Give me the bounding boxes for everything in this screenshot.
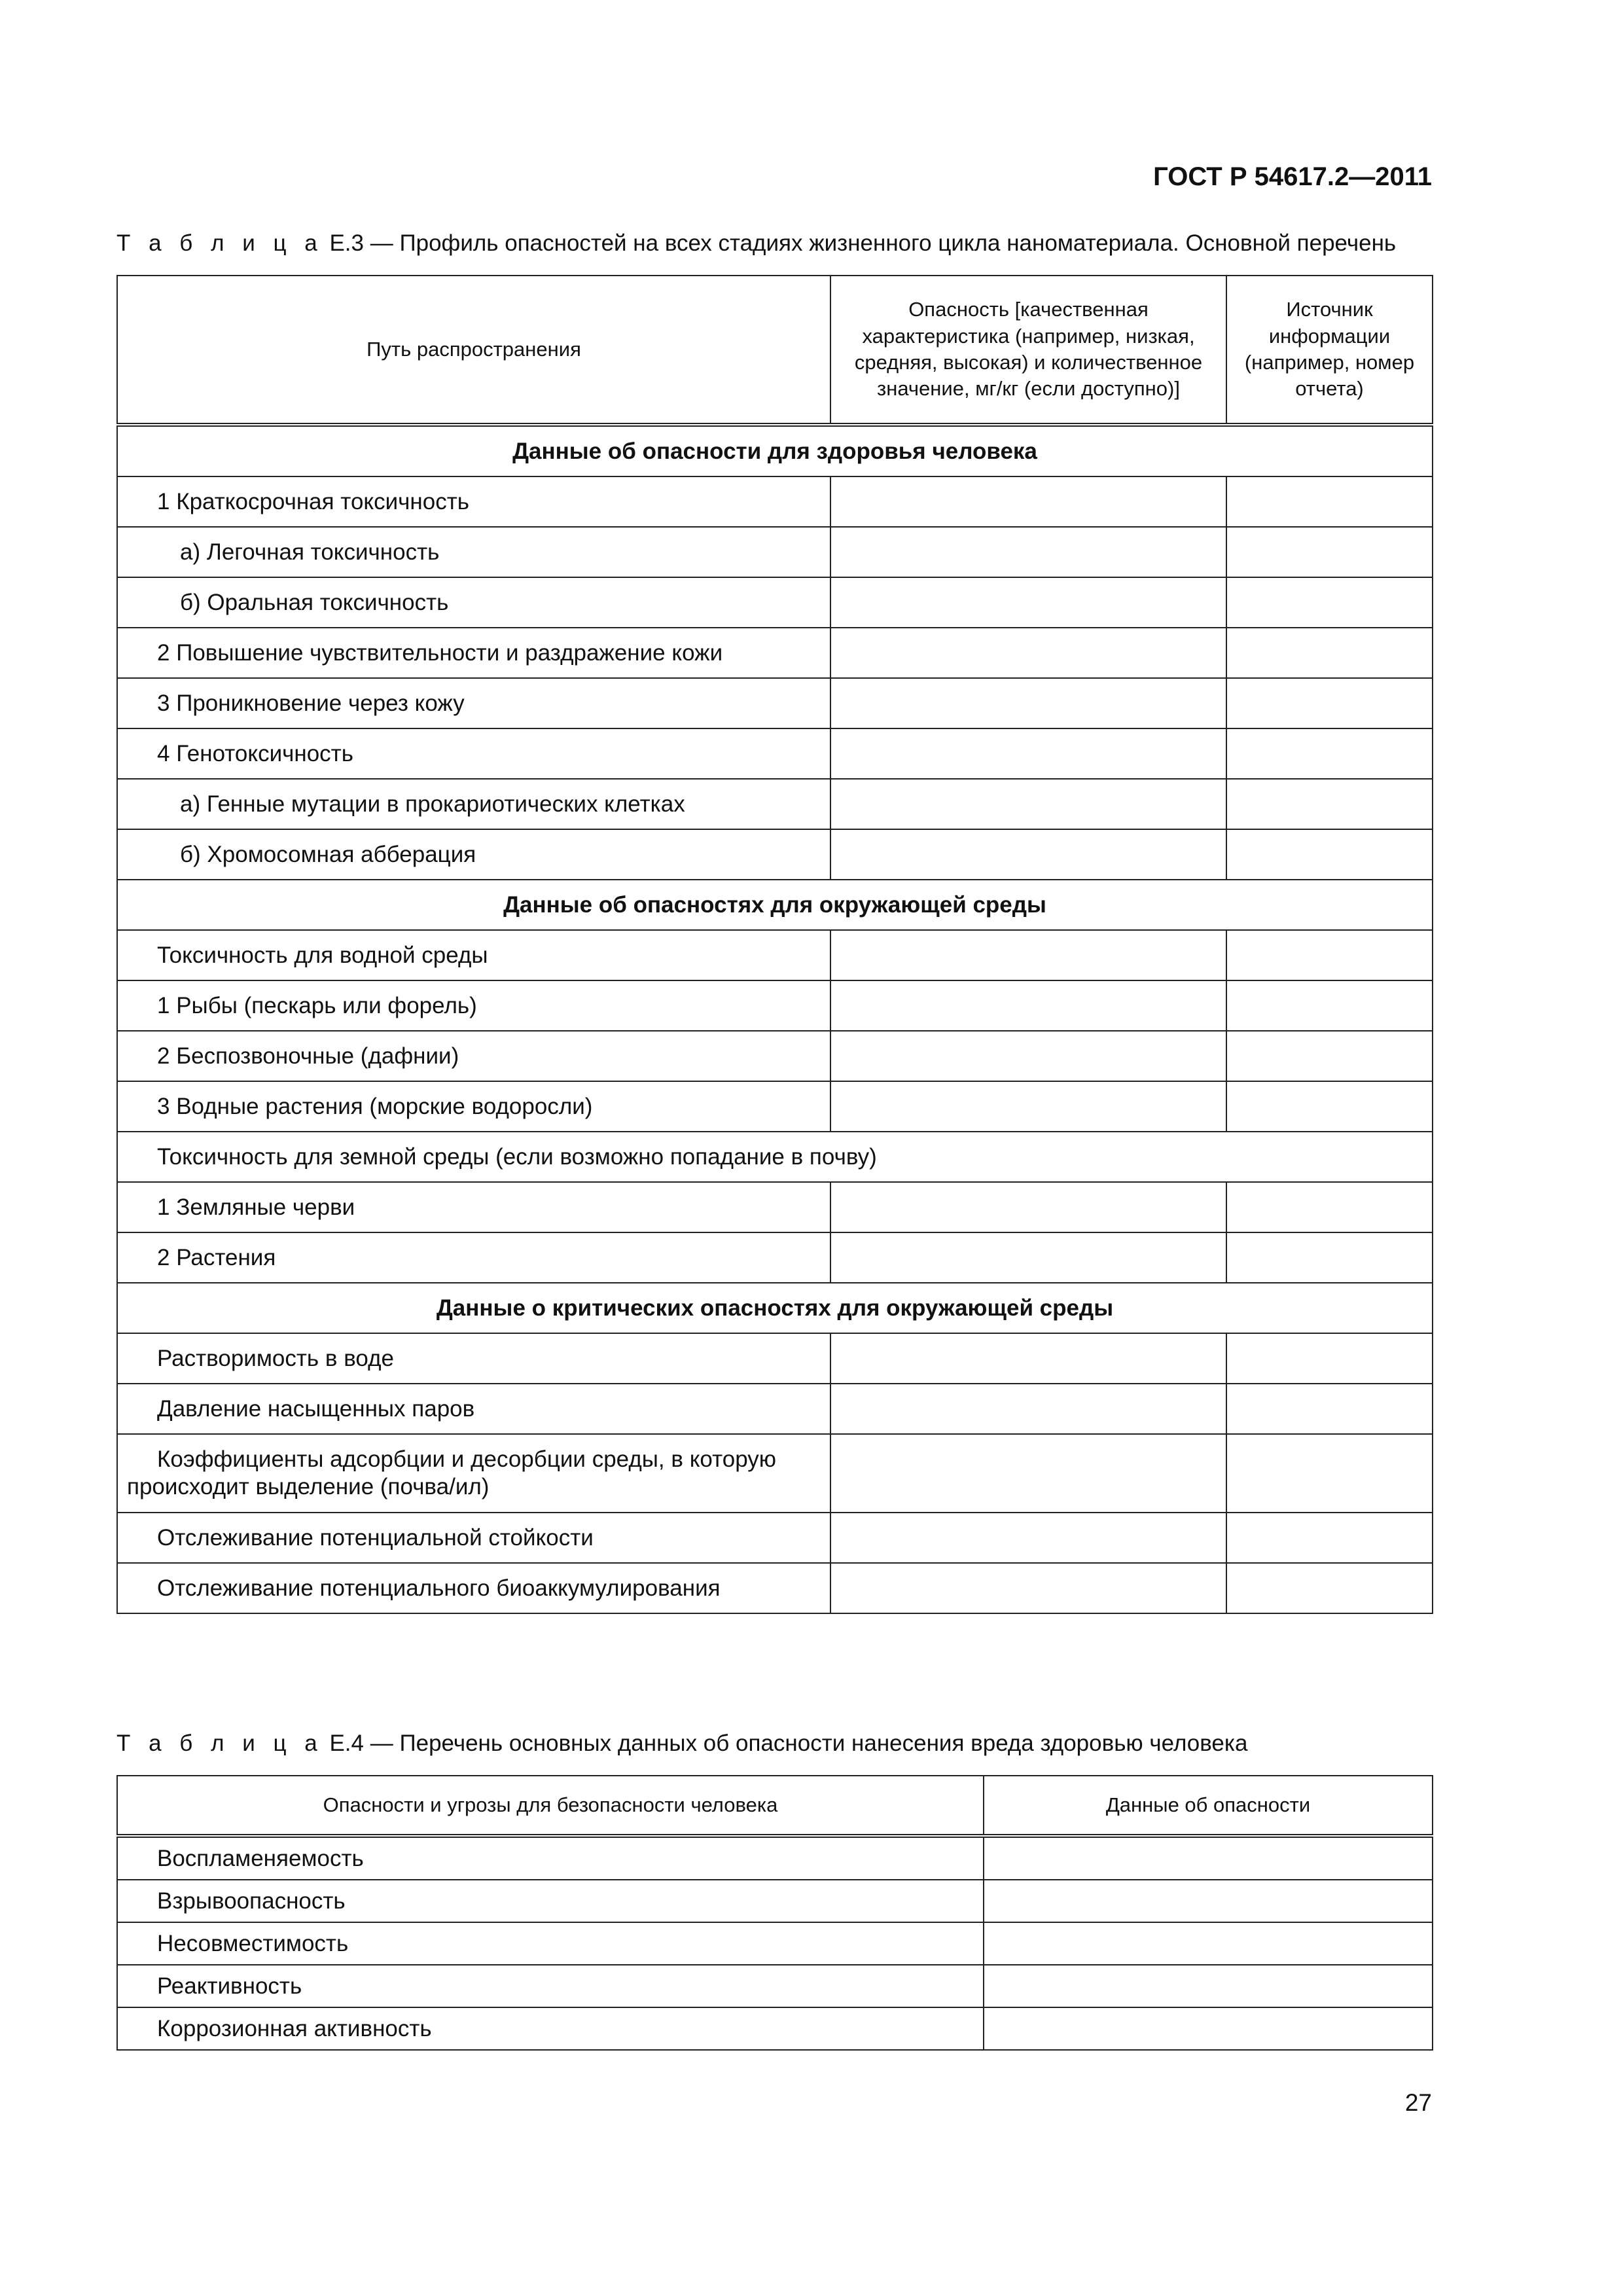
source-cell xyxy=(1226,1232,1433,1283)
table-row xyxy=(117,1384,1433,1434)
hazard-cell xyxy=(830,678,1226,728)
table-row xyxy=(117,1081,1433,1132)
pathway-cell: Токсичность для водной среды xyxy=(117,930,830,980)
source-cell xyxy=(1226,829,1433,880)
table-row xyxy=(117,476,1433,527)
table-row xyxy=(117,577,1433,628)
table-e3-body xyxy=(117,425,1433,1613)
pathway-cell: 4 Генотоксичность xyxy=(117,728,830,779)
hazard-cell xyxy=(830,829,1226,880)
subheading-row xyxy=(117,1132,1433,1182)
source-cell xyxy=(1226,527,1433,577)
table-row xyxy=(117,1965,1433,2007)
section-row xyxy=(117,880,1433,930)
section-row xyxy=(117,1283,1433,1333)
pathway-cell: 1 Земляные черви xyxy=(117,1182,830,1232)
page-number: 27 xyxy=(1404,2089,1432,2116)
table-e4-body xyxy=(117,1836,1433,2050)
table-row xyxy=(117,1434,1433,1513)
table-row xyxy=(117,1031,1433,1081)
hazard-cell xyxy=(830,577,1226,628)
hazard-cell xyxy=(830,1232,1226,1283)
table-row xyxy=(117,527,1433,577)
hazard-cell xyxy=(830,476,1226,527)
hazard-data-cell xyxy=(984,1880,1433,1922)
table-row xyxy=(117,829,1433,880)
source-cell xyxy=(1226,1031,1433,1081)
table-e4-caption xyxy=(116,1731,1247,1757)
table-e4-caption-prefix: Т а б л и ц а xyxy=(116,1731,323,1756)
threat-cell: Реактивность xyxy=(117,1965,984,2007)
hazard-cell xyxy=(830,980,1226,1031)
source-cell xyxy=(1226,1513,1433,1563)
table-e3-caption xyxy=(116,230,1396,257)
source-cell xyxy=(1226,1182,1433,1232)
hazard-data-cell xyxy=(984,1965,1433,2007)
pathway-cell: Отслеживание потенциальной стойкости xyxy=(117,1513,830,1563)
hazard-cell xyxy=(830,1031,1226,1081)
human-health-hazard-table xyxy=(116,1775,1433,2051)
table-row xyxy=(117,930,1433,980)
threat-cell: Коррозионная активность xyxy=(117,2007,984,2050)
source-cell xyxy=(1226,980,1433,1031)
source-cell xyxy=(1226,1434,1433,1513)
table-row xyxy=(117,728,1433,779)
pathway-cell: 3 Проникновение через кожу xyxy=(117,678,830,728)
hazard-data-cell xyxy=(984,1922,1433,1965)
pathway-cell: 3 Водные растения (морские водоросли) xyxy=(117,1081,830,1132)
hazard-cell xyxy=(830,930,1226,980)
hazard-cell xyxy=(830,1513,1226,1563)
pathway-cell: 2 Повышение чувствительности и раздражение кожи xyxy=(117,628,830,678)
threat-cell: Взрывоопасность xyxy=(117,1880,984,1922)
table-row xyxy=(117,1333,1433,1384)
hazard-cell xyxy=(830,1333,1226,1384)
hazard-cell xyxy=(830,628,1226,678)
pathway-cell: а) Генные мутации в прокариотических клетках xyxy=(117,779,830,829)
threat-cell: Воспламеняемость xyxy=(117,1836,984,1880)
table-row xyxy=(117,1563,1433,1613)
pathway-cell: Растворимость в воде xyxy=(117,1333,830,1384)
table-row xyxy=(117,779,1433,829)
source-cell xyxy=(1226,1081,1433,1132)
source-cell xyxy=(1226,779,1433,829)
hazard-cell xyxy=(830,1434,1226,1513)
pathway-cell: 2 Беспозвоночные (дафнии) xyxy=(117,1031,830,1081)
pathway-cell: а) Легочная токсичность xyxy=(117,527,830,577)
column-header-hazard-data: Данные об опасности xyxy=(984,1776,1433,1836)
table-row xyxy=(117,1232,1433,1283)
source-cell xyxy=(1226,678,1433,728)
source-cell xyxy=(1226,628,1433,678)
table-row xyxy=(117,1880,1433,1922)
source-cell xyxy=(1226,577,1433,628)
pathway-cell: 1 Краткосрочная токсичность xyxy=(117,476,830,527)
column-header-hazard: Опасность [качественная характеристика (например, низкая, средняя, высокая) и количественное значение, мг/кг (если доступно)] xyxy=(830,276,1226,425)
hazard-cell xyxy=(830,1563,1226,1613)
source-cell xyxy=(1226,1384,1433,1434)
table-e3-header-row xyxy=(117,276,1433,425)
pathway-cell: б) Хромосомная абберация xyxy=(117,829,830,880)
hazard-cell xyxy=(830,1182,1226,1232)
table-row xyxy=(117,1182,1433,1232)
pathway-cell: б) Оральная токсичность xyxy=(117,577,830,628)
table-row xyxy=(117,1513,1433,1563)
section-heading: Данные об опасностях для окружающей среды xyxy=(117,880,1433,930)
pathway-cell: Токсичность для земной среды (если возможно попадание в почву) xyxy=(117,1132,1433,1182)
pathway-cell: Коэффициенты адсорбции и десорбции среды, в которую происходит выделение (почва/ил) xyxy=(117,1434,830,1513)
threat-cell: Несовместимость xyxy=(117,1922,984,1965)
section-heading: Данные об опасности для здоровья человека xyxy=(117,425,1433,476)
table-e4-header-row xyxy=(117,1776,1433,1836)
table-row xyxy=(117,2007,1433,2050)
column-header-threats: Опасности и угрозы для безопасности человека xyxy=(117,1776,984,1836)
source-cell xyxy=(1226,476,1433,527)
section-row xyxy=(117,425,1433,476)
source-cell xyxy=(1226,1563,1433,1613)
hazard-data-cell xyxy=(984,2007,1433,2050)
table-row xyxy=(117,1922,1433,1965)
pathway-cell: Давление насыщенных паров xyxy=(117,1384,830,1434)
source-cell xyxy=(1226,930,1433,980)
hazard-profile-table xyxy=(116,275,1433,1614)
table-row xyxy=(117,628,1433,678)
table-e3-caption-prefix: Т а б л и ц а xyxy=(116,230,323,256)
hazard-cell xyxy=(830,527,1226,577)
pathway-cell: 1 Рыбы (пескарь или форель) xyxy=(117,980,830,1031)
source-cell xyxy=(1226,1333,1433,1384)
source-cell xyxy=(1226,728,1433,779)
hazard-cell xyxy=(830,1384,1226,1434)
section-heading: Данные о критических опасностях для окружающей среды xyxy=(117,1283,1433,1333)
table-row xyxy=(117,980,1433,1031)
column-header-pathway: Путь распространения xyxy=(117,276,830,425)
hazard-cell xyxy=(830,779,1226,829)
pathway-cell: 2 Растения xyxy=(117,1232,830,1283)
column-header-source: Источник информации (например, номер отчета) xyxy=(1226,276,1433,425)
table-row xyxy=(117,678,1433,728)
hazard-data-cell xyxy=(984,1836,1433,1880)
table-e4-caption-text: Е.4 — Перечень основных данных об опасности нанесения вреда здоровью человека xyxy=(323,1731,1248,1756)
hazard-cell xyxy=(830,1081,1226,1132)
table-e3-caption-text: Е.3 — Профиль опасностей на всех стадиях жизненного цикла наноматериала. Основной перечень xyxy=(323,230,1397,256)
hazard-cell xyxy=(830,728,1226,779)
table-row xyxy=(117,1836,1433,1880)
standard-designation: ГОСТ Р 54617.2—2011 xyxy=(1153,162,1432,191)
pathway-cell: Отслеживание потенциального биоаккумулирования xyxy=(117,1563,830,1613)
